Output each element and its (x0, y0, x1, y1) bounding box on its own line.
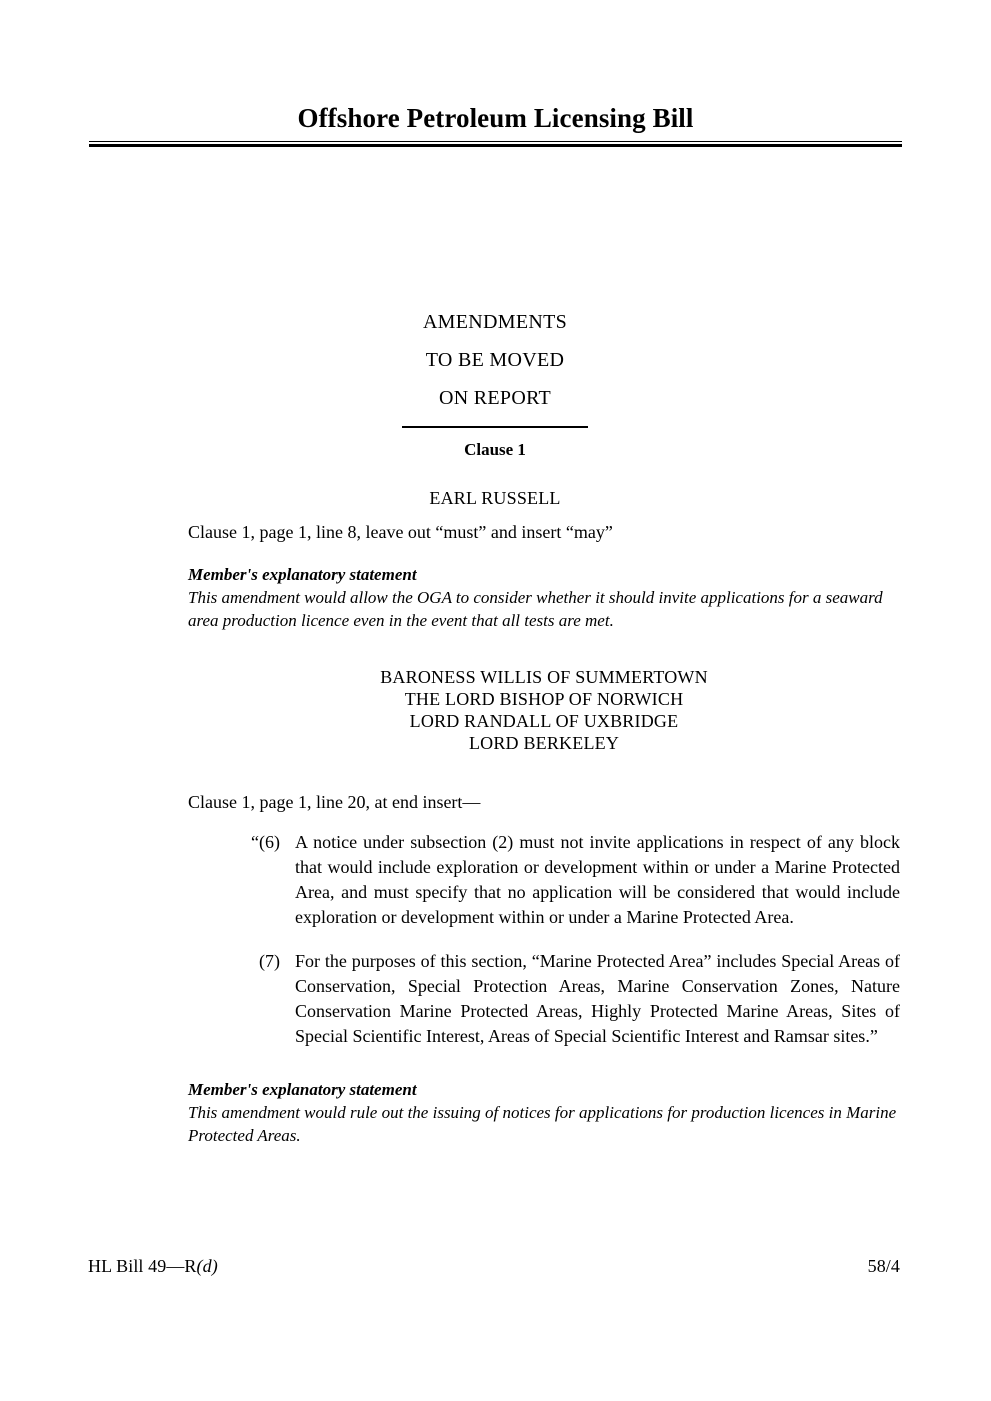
clause-heading: Clause 1 (464, 440, 526, 459)
page-reference: 58/4 (867, 1256, 900, 1276)
sponsor-name: THE LORD BISHOP OF NORWICH (404, 689, 684, 709)
subsection-item (188, 949, 900, 1049)
explanatory-statement-heading: Member's explanatory statement (188, 1080, 417, 1099)
sponsor-list-1 (195, 487, 795, 509)
title-divider-thick-rule (89, 144, 902, 147)
amendment-lead-text: Clause 1, page 1, line 20, at end insert— (188, 792, 481, 812)
subsection-number: “(6) (251, 832, 280, 852)
explanatory-statement-text: This amendment would allow the OGA to consider whether it should invite applications for a seaward area production licence even in the event that all tests are met. (188, 588, 883, 630)
heading-to-be-moved: TO BE MOVED (425, 349, 565, 371)
explanatory-statement-text: This amendment would rule out the issuing of notices for applications for production licences in Marine Protected Areas. (188, 1103, 897, 1145)
bill-reference (88, 1256, 218, 1277)
sponsor-list-2 (188, 666, 900, 754)
sponsor-name: LORD BERKELEY (468, 733, 620, 753)
explanatory-statement-heading: Member's explanatory statement (188, 565, 417, 584)
heading-divider-rule (402, 426, 588, 428)
heading-amendments: AMENDMENTS (422, 311, 568, 333)
subsection-text: A notice under subsection (2) must not invite applications in respect of any block that would include exploration or development within or under a Marine Protected Area, and must specify that no application will be considered that would include exploration or development within or under a Marine Protected Area. (295, 832, 900, 927)
subsection-number: (7) (259, 951, 280, 971)
heading-on-report: ON REPORT (438, 387, 552, 409)
inserted-subsections (188, 830, 900, 1049)
amendments-heading-block (195, 303, 795, 509)
subsection-item (188, 830, 900, 930)
page-title: Offshore Petroleum Licensing Bill (297, 103, 694, 133)
title-divider (89, 141, 902, 147)
sponsor-name: BARONESS WILLIS OF SUMMERTOWN (380, 667, 708, 687)
heading-divider (195, 426, 795, 428)
amendment-lead-text: Clause 1, page 1, line 8, leave out “must” and insert “may” (188, 522, 613, 542)
subsection-text: For the purposes of this section, “Marine Protected Area” includes Special Areas of Conservation, Special Protection Areas, Marine Conservation Zones, Nature Conservation Marine Protected Areas, Highly Protected Marine Areas, Sites of Special Scientific Interest, Areas of Special Scientific Interest and Ramsar sites.” (295, 951, 900, 1046)
bill-reference-suffix: (d) (196, 1256, 218, 1276)
explanatory-statement-1 (188, 564, 900, 632)
explanatory-statement-2 (188, 1079, 900, 1147)
bill-reference-main: HL Bill 49—R (88, 1256, 197, 1276)
page-footer (88, 1256, 900, 1277)
document-body (188, 520, 900, 1147)
sponsor-name: EARL RUSSELL (429, 488, 561, 508)
sponsor-name: LORD RANDALL OF UXBRIDGE (409, 711, 679, 731)
